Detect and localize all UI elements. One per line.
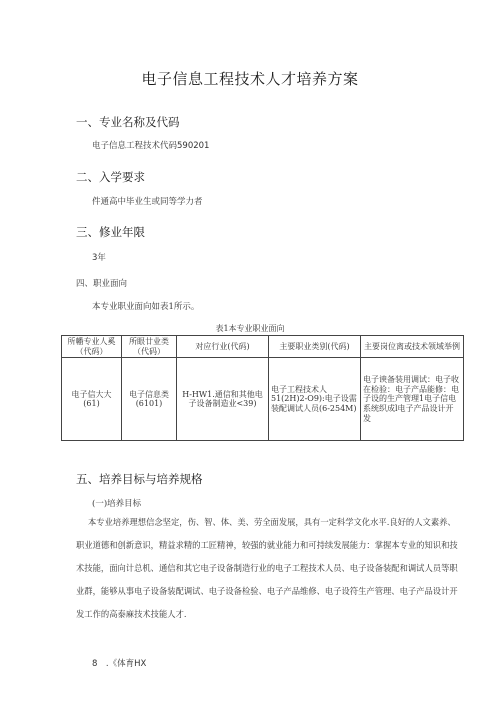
major-code-text: 电子信息工程技术代码590201 bbox=[92, 141, 210, 151]
paragraph-line-4: 业群，能够从事电子设备装配调试、电子设备检验、电子产品维修、电子设符生产管理、电子产品设计开 bbox=[76, 586, 458, 596]
table-header-row bbox=[62, 336, 464, 358]
header-occupation: 主要职业类别(代码) bbox=[269, 336, 361, 358]
document-title: 电子信息工程技术人才培养方案 bbox=[141, 70, 359, 88]
header-major-category: 所幡专业人奚（代码） bbox=[62, 336, 122, 358]
header-major-class: 所眼廿业类（代码） bbox=[122, 336, 177, 358]
header-industry: 对应行业(代码) bbox=[177, 336, 269, 358]
cell-positions: 电子谀备装用调试：电子收在检验：电子产品能修：电子设的生产管理1电子信电系统织成l电子产品设计开发 bbox=[361, 358, 464, 441]
subsection-goal-heading: (一)培养目标 bbox=[92, 499, 142, 509]
paragraph-line-3: 术技能，面向计总机、通信和其它电子设备制造行业的电子工程技术人员、电子设备装配和调试人员等职 bbox=[76, 563, 458, 573]
section-4-heading: 四、职业面向 bbox=[76, 279, 128, 289]
career-table bbox=[61, 335, 464, 441]
section-2-heading: 二、入学要求 bbox=[76, 170, 145, 184]
section-1-heading: 一、专业名称及代码 bbox=[76, 115, 180, 129]
table-caption: 表1本专业职业面向 bbox=[215, 324, 285, 333]
paragraph-line-2: 职业道德和创新意识，精益求精的工匠精神，较强的就业能力和可持续发展能力：掌握本专业的知识和技 bbox=[76, 540, 458, 550]
section-3-heading: 三、修业年限 bbox=[76, 225, 145, 239]
cell-major-class: 电子信息类(6101) bbox=[122, 358, 177, 441]
section-5-heading: 五、培养目标与培养规格 bbox=[76, 472, 203, 486]
cell-occupation: 电子工程技术人51(2H)2-O9):电子设需装配调试人员(6-254M) bbox=[269, 358, 361, 441]
header-positions: 主要岗位离或技术领域举例 bbox=[361, 336, 464, 358]
admission-text: 件通高中毕业生或同等学力者 bbox=[92, 197, 203, 207]
cell-industry: H-HW1.通信和其他电子设备制造业<39) bbox=[177, 358, 269, 441]
footer-list-item: 8 .《体育HX bbox=[92, 659, 147, 669]
paragraph-line-5: 发工作的高泰麻技术技能人才. bbox=[76, 609, 187, 619]
career-intro-text: 本专业职业面向如表1所示。 bbox=[92, 302, 200, 312]
duration-text: 3年 bbox=[92, 253, 106, 263]
table-row bbox=[62, 358, 464, 441]
paragraph-line-1: 本专业培养理想信念坚定，伤、智、体、美、劳全面发展，具有一定科学文化水平.良好的人文素养、 bbox=[88, 517, 456, 527]
cell-major-category: 电子信大大(61) bbox=[62, 358, 122, 441]
